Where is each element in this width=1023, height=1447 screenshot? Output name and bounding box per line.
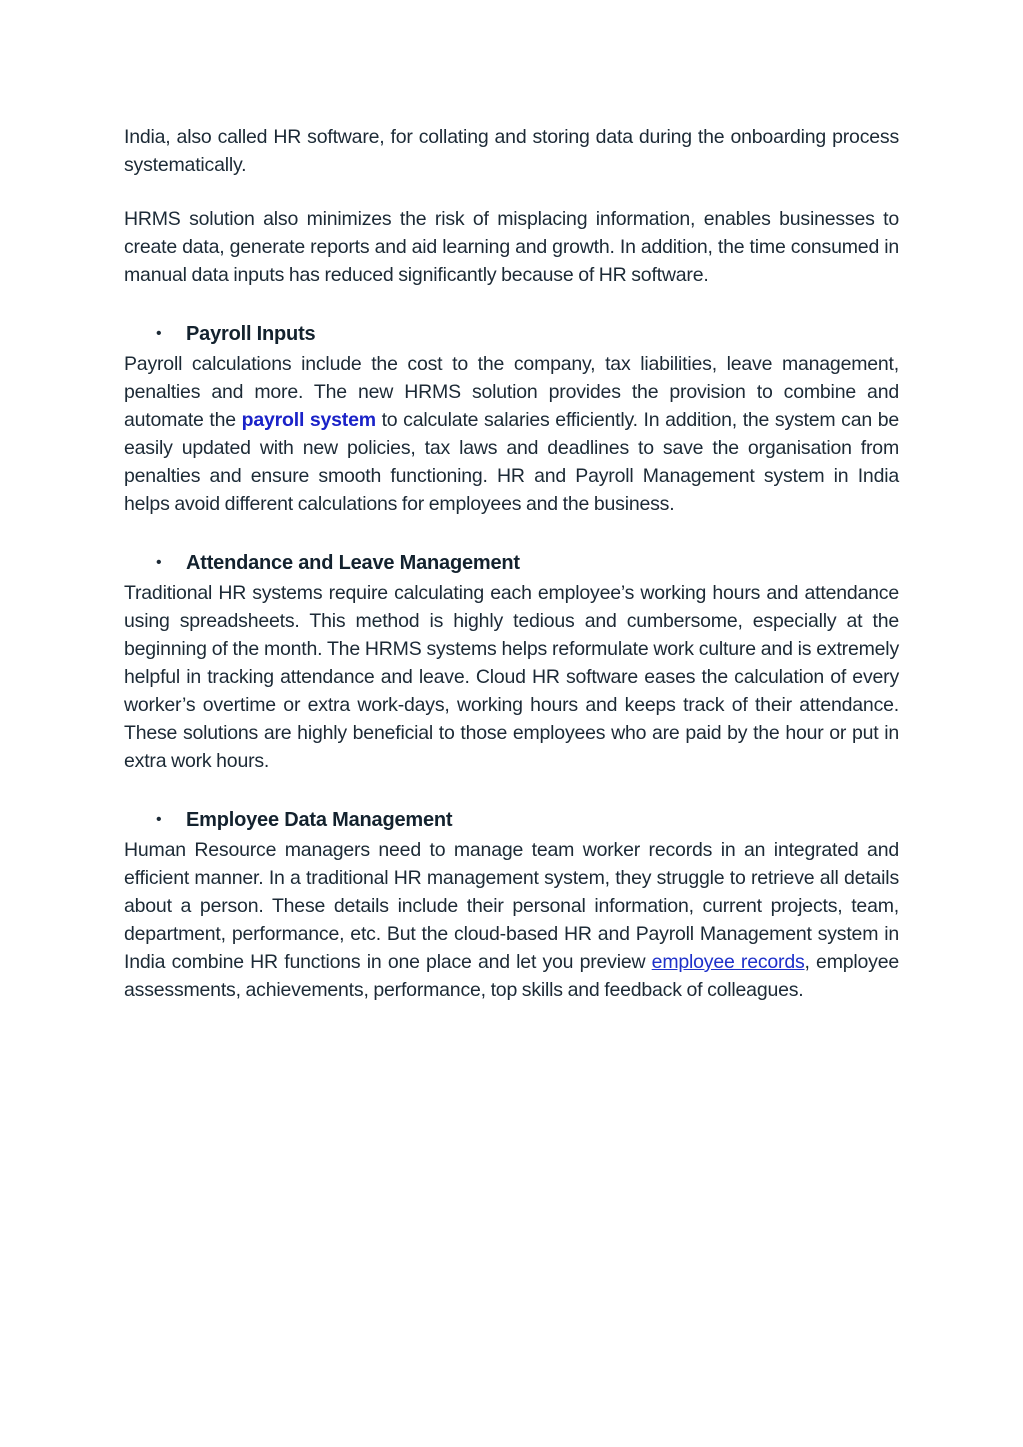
attendance-paragraph: Traditional HR systems require calculating each employee’s working hours and attendance using spreadsheets. This method is highly tedious and cumbersome, especially at the beginning of the month. The HRMS systems helps reformulate work culture and is extremely helpful in tracking attendance and leave. Cloud HR software eases the calculation of every worker’s overtime or extra work-days, working hours and keeps track of their attendance. These solutions are highly beneficial to those employees who are paid by the hour or put in extra work hours.	[124, 582, 899, 772]
heading-text: Employee Data Management	[186, 809, 453, 831]
paragraph-text: Human Resource managers need to manage team worker records in an integrated and efficient manner. In a traditional HR management system, they struggle to retrieve all details about a person. These details include their personal information, current projects, team, department, performance, etc. But the cloud-based HR and Payroll Management system in India combine HR functions in one place and let you preview	[124, 839, 899, 973]
section-heading-payroll-inputs	[124, 318, 899, 350]
paragraph-text: to calculate salaries efficiently. In addition, the system can be easily updated with new policies, tax laws and deadlines to save the organisation from penalties and ensure smooth functioning. HR and Payroll Management system in India helps avoid different calculations for employees and the business.	[124, 409, 899, 515]
document-body	[124, 123, 899, 1004]
intro-paragraph-2: HRMS solution also minimizes the risk of misplacing information, enables businesses to create data, generate reports and aid learning and growth. In addition, the time consumed in manual data inputs has reduced significantly because of HR software.	[124, 208, 899, 286]
bullet-icon: •	[156, 554, 162, 571]
heading-text: Attendance and Leave Management	[186, 552, 520, 574]
bullet-icon: •	[156, 325, 162, 342]
payroll-system-link[interactable]: payroll system	[241, 409, 376, 431]
payroll-inputs-paragraph	[124, 350, 899, 518]
heading-text: Payroll Inputs	[186, 323, 316, 345]
bullet-icon: •	[156, 811, 162, 828]
paragraph-text: , employee assessments, achievements, performance, top skills and feedback of colleagues.	[124, 951, 900, 1001]
employee-records-link[interactable]: employee records	[651, 951, 805, 973]
section-heading-employee-data	[124, 804, 899, 836]
intro-paragraph-1: India, also called HR software, for collating and storing data during the onboarding process systematically.	[124, 126, 899, 176]
employee-data-paragraph	[124, 836, 899, 1004]
paragraph-text: Payroll calculations include the cost to the company, tax liabilities, leave management, penalties and more. The new HRMS solution provides the provision to combine and automate the	[124, 353, 899, 431]
section-heading-attendance	[124, 547, 899, 579]
